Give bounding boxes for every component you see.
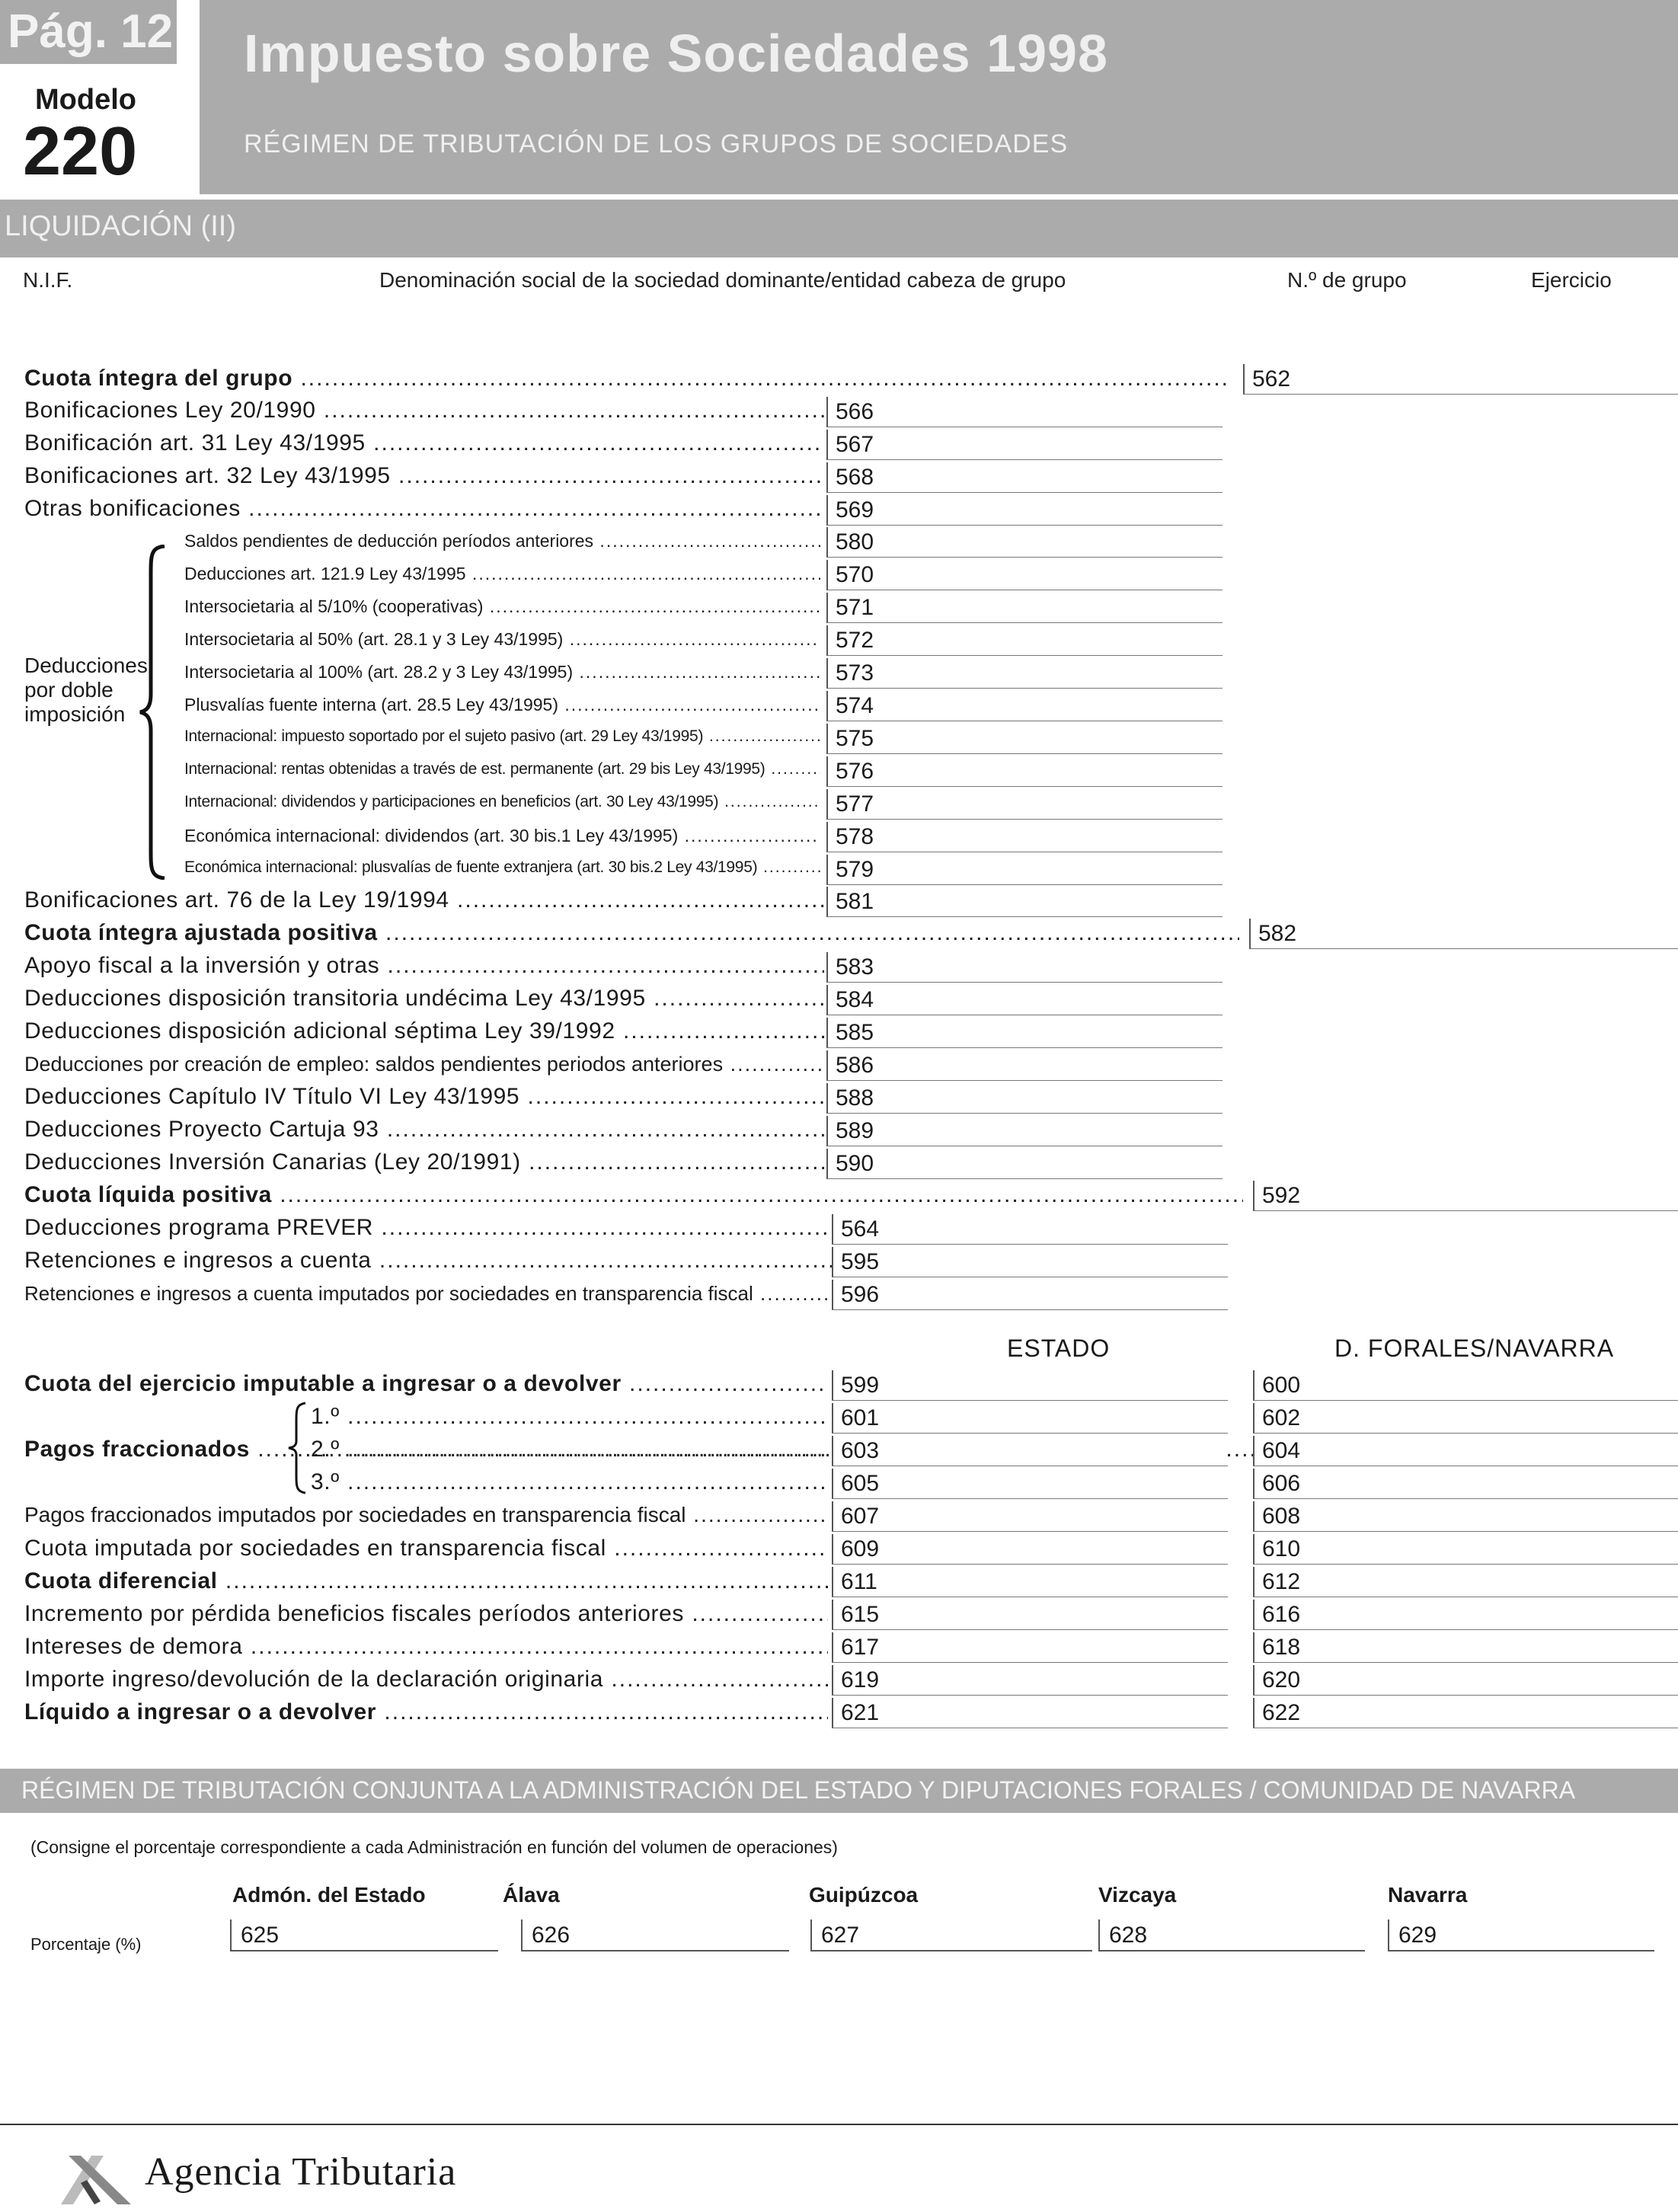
row-label: Importe ingreso/devolución de la declaración originaria ..... <box>24 1667 828 1697</box>
row-label: Pagos fraccionados imputados por sociedades en transparencia fiscal ..... <box>24 1503 828 1533</box>
field-608[interactable]: 608 <box>1253 1501 1678 1532</box>
field-602[interactable]: 602 <box>1253 1403 1678 1434</box>
row-label: Retenciones e ingresos a cuenta imputados por sociedades en transparencia fiscal ..... <box>24 1282 832 1312</box>
field-618[interactable]: 618 <box>1253 1632 1678 1663</box>
conjunta-title: RÉGIMEN DE TRIBUTACIÓN CONJUNTA A LA ADMINISTRACIÓN DEL ESTADO Y DIPUTACIONES FORALES / COMUNIDAD DE NAVARRA <box>21 1776 1576 1804</box>
row-label: Bonificaciones art. 32 Ley 43/1995 ..... <box>24 463 824 494</box>
row-label: Deducciones Proyecto Cartuja 93 ..... <box>24 1117 824 1147</box>
guipuzcoa-label: Guipúzcoa <box>809 1883 919 1907</box>
field-605[interactable]: 605 <box>832 1469 1228 1499</box>
footer-rule <box>0 2124 1678 2125</box>
denominacion-header: Denominación social de la sociedad dominante/entidad cabeza de grupo <box>379 268 1066 292</box>
field-603[interactable]: 603 <box>832 1436 1228 1466</box>
field-612[interactable]: 612 <box>1253 1567 1678 1597</box>
row-label: Líquido a ingresar o a devolver ..... <box>24 1699 828 1730</box>
field-621[interactable]: 621 <box>832 1698 1228 1728</box>
row-label: Bonificación art. 31 Ley 43/1995 ..... <box>24 430 824 461</box>
row-label: Internacional: dividendos y participaciones en beneficios (art. 30 Ley 43/1995) ..... <box>184 793 820 823</box>
agencia-tributaria-logo-icon <box>58 2148 134 2209</box>
field-619[interactable]: 619 <box>832 1665 1228 1696</box>
row-label: Deducciones art. 121.9 Ley 43/1995 ..... <box>184 564 820 594</box>
field-578[interactable]: 578 <box>826 822 1223 852</box>
field-568[interactable]: 568 <box>826 462 1223 493</box>
field-610[interactable]: 610 <box>1253 1534 1678 1565</box>
form-title: Impuesto sobre Sociedades 1998 <box>244 24 1108 83</box>
field-575[interactable]: 575 <box>826 724 1223 754</box>
field-584[interactable]: 584 <box>826 985 1223 1015</box>
row-label: 3.º ..... <box>311 1469 826 1500</box>
field-576[interactable]: 576 <box>826 756 1223 787</box>
row-label: Cuota íntegra ajustada positiva ..... <box>24 920 1239 951</box>
vizcaya-label: Vizcaya <box>1098 1883 1177 1907</box>
row-label: Bonificaciones art. 76 de la Ley 19/1994 ..... <box>24 887 824 918</box>
page-number: Pág. 12 <box>8 5 174 58</box>
estado-header: ESTADO <box>1007 1335 1111 1362</box>
row-label: Intersocietaria al 5/10% (cooperativas) ..... <box>184 596 820 627</box>
row-label: Retenciones e ingresos a cuenta ..... <box>24 1248 832 1278</box>
row-label: Deducciones disposición adicional séptima Ley 39/1992 ..... <box>24 1018 824 1049</box>
field-582[interactable]: 582 <box>1249 919 1678 949</box>
navarra-label: Navarra <box>1388 1883 1468 1907</box>
field-625[interactable]: 625 <box>230 1920 498 1951</box>
agency-name: Agencia Tributaria <box>145 2150 457 2194</box>
nif-header: N.I.F. <box>23 268 73 292</box>
grupo-header: N.º de grupo <box>1287 268 1407 292</box>
row-label: Cuota del ejercicio imputable a ingresar o a devolver ..... <box>24 1371 828 1402</box>
alava-label: Álava <box>503 1883 560 1907</box>
row-label: Deducciones disposición transitoria undécima Ley 43/1995 ..... <box>24 986 824 1016</box>
field-629[interactable]: 629 <box>1388 1920 1654 1951</box>
field-589[interactable]: 589 <box>826 1116 1223 1146</box>
field-617[interactable]: 617 <box>832 1632 1228 1663</box>
field-611[interactable]: 611 <box>832 1567 1228 1597</box>
field-615[interactable]: 615 <box>832 1600 1228 1630</box>
field-590[interactable]: 590 <box>826 1149 1223 1179</box>
ejercicio-header: Ejercicio <box>1531 268 1612 292</box>
field-577[interactable]: 577 <box>826 789 1223 820</box>
field-592[interactable]: 592 <box>1253 1181 1678 1211</box>
field-581[interactable]: 581 <box>826 887 1223 917</box>
field-586[interactable]: 586 <box>826 1050 1223 1081</box>
field-596[interactable]: 596 <box>832 1280 1228 1310</box>
row-label: Intereses de demora ..... <box>24 1634 828 1664</box>
field-566[interactable]: 566 <box>826 397 1223 427</box>
field-572[interactable]: 572 <box>826 625 1223 656</box>
brace-icon <box>137 545 168 880</box>
row-label: Apoyo fiscal a la inversión y otras ..... <box>24 953 824 983</box>
row-label: 1.º ..... <box>311 1404 826 1434</box>
field-599[interactable]: 599 <box>832 1370 1228 1401</box>
row-label: Otras bonificaciones ..... <box>24 496 824 526</box>
row-label: Cuota imputada por sociedades en transparencia fiscal ..... <box>24 1536 828 1566</box>
row-label: Económica internacional: plusvalías de fuente extranjera (art. 30 bis.2 Ley 43/1995) ..... <box>184 858 820 889</box>
field-626[interactable]: 626 <box>521 1920 789 1951</box>
row-label: Deducciones programa PREVER ..... <box>24 1215 832 1245</box>
field-609[interactable]: 609 <box>832 1534 1228 1565</box>
row-label: 2.º ..... <box>311 1437 826 1467</box>
row-label: Deducciones por creación de empleo: saldos pendientes periodos anteriores ..... <box>24 1053 824 1083</box>
field-564[interactable]: 564 <box>832 1214 1228 1245</box>
section-title: LIQUIDACIÓN (II) <box>5 210 237 242</box>
section-banner <box>0 200 1678 257</box>
field-585[interactable]: 585 <box>826 1018 1223 1048</box>
row-label: Internacional: rentas obtenidas a través de est. permanente (art. 29 bis Ley 43/1995) ..... <box>184 760 820 791</box>
field-574[interactable]: 574 <box>826 691 1223 721</box>
field-562[interactable]: 562 <box>1243 364 1678 395</box>
admon-estado-label: Admón. del Estado <box>232 1883 426 1907</box>
row-label: Intersocietaria al 50% (art. 28.1 y 3 Ley 43/1995) ..... <box>184 629 820 660</box>
row-label: Cuota íntegra del grupo ..... <box>24 366 1228 396</box>
field-627[interactable]: 627 <box>810 1920 1092 1951</box>
modelo-label: Modelo <box>35 84 136 116</box>
page-number-box <box>0 0 180 64</box>
field-567[interactable]: 567 <box>826 430 1223 460</box>
field-606[interactable]: 606 <box>1253 1469 1678 1499</box>
form-header <box>0 0 1678 259</box>
row-label: Cuota diferencial ..... <box>24 1568 828 1599</box>
field-604[interactable]: 604 <box>1253 1436 1678 1466</box>
field-583[interactable]: 583 <box>826 952 1223 983</box>
row-label: Intersocietaria al 100% (art. 28.2 y 3 Ley 43/1995) ..... <box>184 662 820 692</box>
field-570[interactable]: 570 <box>826 560 1223 590</box>
brace-icon <box>286 1402 308 1494</box>
row-label: Plusvalías fuente interna (art. 28.5 Ley 43/1995) ..... <box>184 695 820 725</box>
field-616[interactable]: 616 <box>1253 1600 1678 1630</box>
row-label: Económica internacional: dividendos (art. 30 bis.1 Ley 43/1995) ..... <box>184 826 820 856</box>
row-label: Bonificaciones Ley 20/1990 ..... <box>24 398 824 428</box>
field-580[interactable]: 580 <box>826 527 1223 558</box>
conjunta-note: (Consigne el porcentaje correspondiente a cada Administración en función del volumen de operaciones) <box>30 1837 838 1857</box>
field-588[interactable]: 588 <box>826 1083 1223 1114</box>
pagos-text: Pagos fraccionados <box>24 1437 250 1462</box>
row-label: Incremento por pérdida beneficios fiscales períodos anteriores ..... <box>24 1601 828 1632</box>
field-628[interactable]: 628 <box>1098 1920 1365 1951</box>
modelo-number: 220 <box>23 113 138 190</box>
row-label: Cuota líquida positiva ..... <box>24 1182 1243 1213</box>
row-label: Deducciones Inversión Canarias (Ley 20/1991) ..... <box>24 1149 824 1180</box>
title-banner <box>200 0 1678 194</box>
row-label: Saldos pendientes de deducción períodos anteriores ..... <box>184 531 820 561</box>
forales-header: D. FORALES/NAVARRA <box>1334 1335 1615 1362</box>
field-622[interactable]: 622 <box>1253 1698 1678 1728</box>
field-569[interactable]: 569 <box>826 495 1223 526</box>
field-579[interactable]: 579 <box>826 855 1223 885</box>
pagos-label <box>24 1437 283 1467</box>
row-label: Deducciones Capítulo IV Título VI Ley 43/1995 ..... <box>24 1084 824 1114</box>
field-601[interactable]: 601 <box>832 1403 1228 1434</box>
field-573[interactable]: 573 <box>826 658 1223 689</box>
field-571[interactable]: 571 <box>826 593 1223 623</box>
deducciones-label: Deducciones por doble imposición <box>24 654 148 726</box>
conjunta-banner <box>0 1769 1678 1813</box>
field-607[interactable]: 607 <box>832 1501 1228 1532</box>
porcentaje-label: Porcentaje (%) <box>30 1935 142 1954</box>
field-595[interactable]: 595 <box>832 1247 1228 1277</box>
field-600[interactable]: 600 <box>1253 1370 1678 1401</box>
form-subtitle: RÉGIMEN DE TRIBUTACIÓN DE LOS GRUPOS DE SOCIEDADES <box>244 129 1069 158</box>
row-label: Internacional: impuesto soportado por el sujeto pasivo (art. 29 Ley 43/1995) ..... <box>184 727 820 758</box>
field-620[interactable]: 620 <box>1253 1665 1678 1696</box>
